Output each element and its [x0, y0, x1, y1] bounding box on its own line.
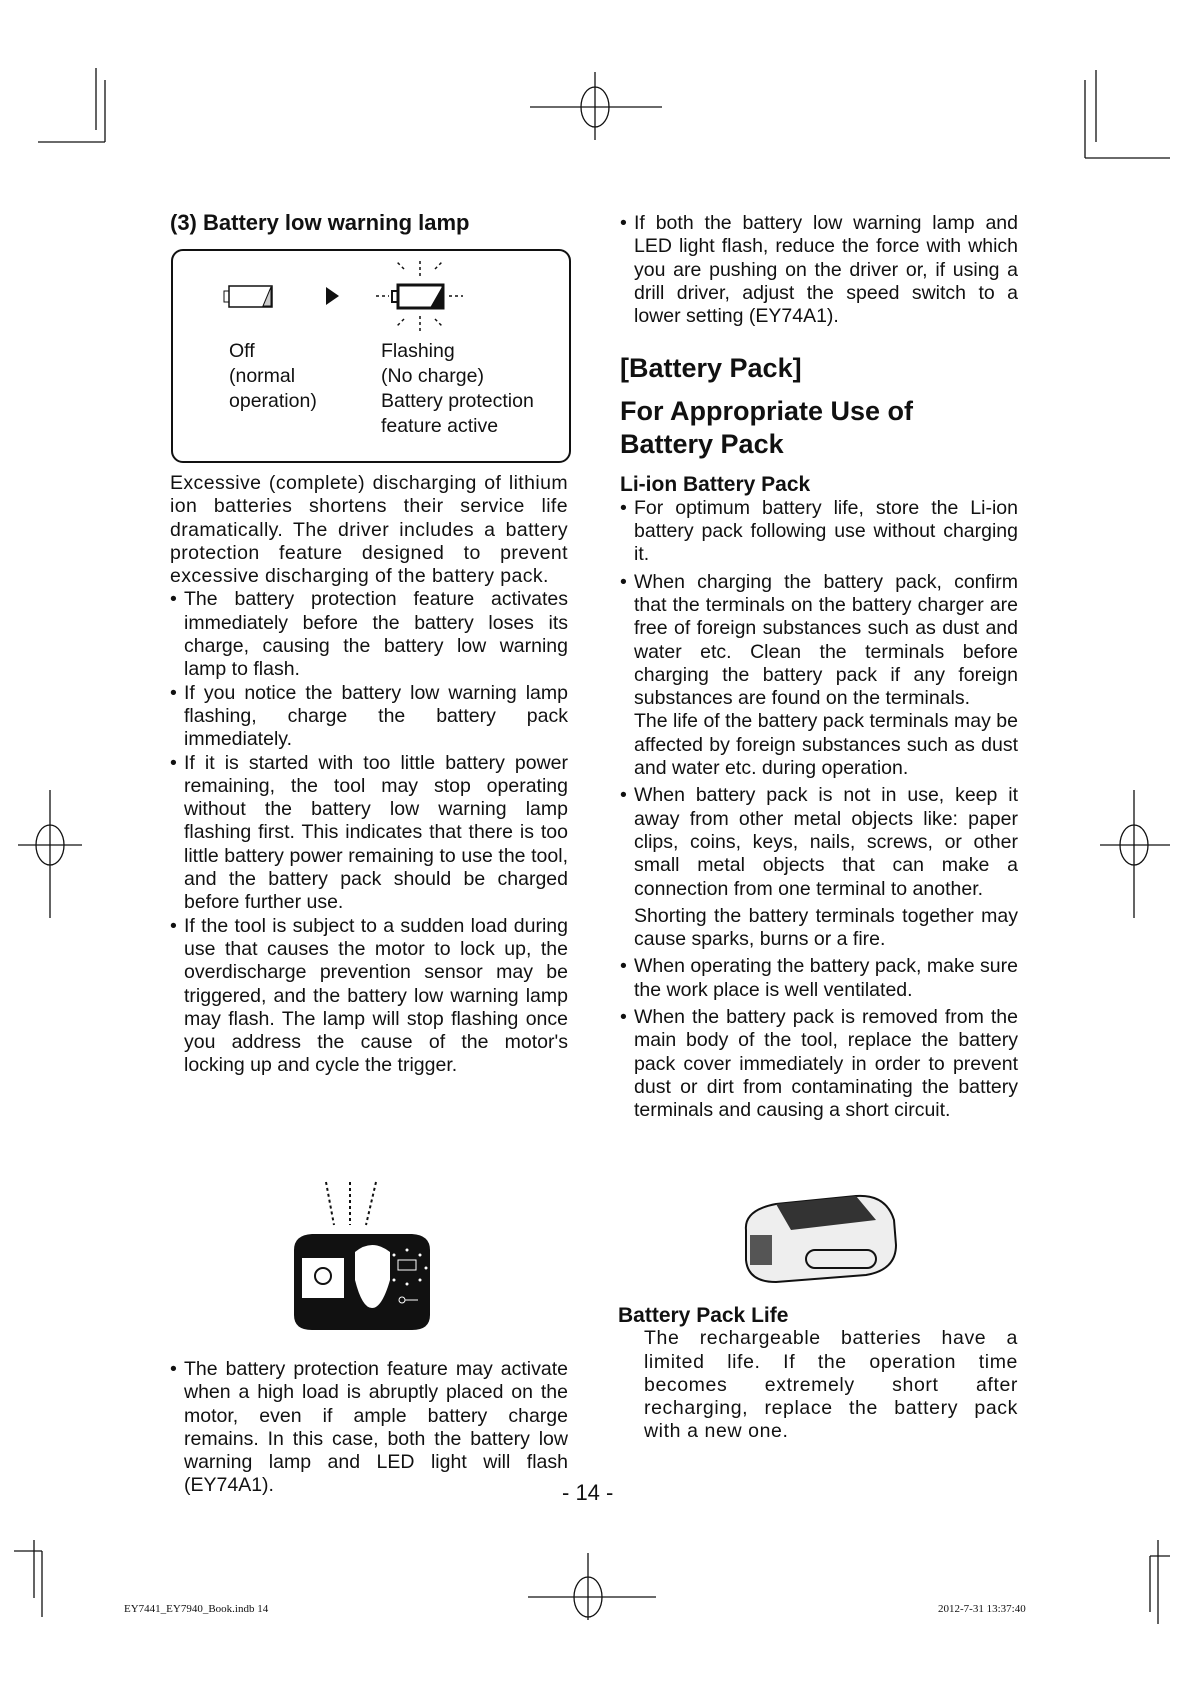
off-label-line: operation) — [229, 390, 317, 412]
left-column-text — [170, 472, 568, 1078]
flashing-label-line: feature active — [381, 415, 499, 437]
off-label-line: (normal — [229, 365, 296, 387]
bullet: • If it is started with too little battery power remaining, the tool may stop operating without the battery low warning lamp flashing first. This indicates that there is too little battery power remaining to use the tool, and the battery pack should be charged before further use. — [170, 752, 568, 915]
bullet: • When charging the battery pack, confirm that the terminals on the battery charger are free of foreign substances such as dust and water etc. Clean the terminals before charging the battery pack if any foreign substances are found on the terminals. — [620, 571, 1018, 711]
battery-pack-illustration — [736, 1190, 906, 1285]
flashing-label — [381, 339, 534, 439]
bullet: • The battery protection feature activates immediately before the battery loses its charge, causing the battery low warning lamp to flash. — [170, 588, 568, 681]
liion-title: Li-ion Battery Pack — [620, 473, 811, 497]
life-title: Battery Pack Life — [618, 1304, 789, 1327]
lamp-diagram-box — [171, 249, 571, 463]
battery-lamp-icons — [221, 261, 521, 331]
intro-paragraph: Excessive (complete) discharging of lithium ion batteries shortens their service life dramatically. The driver includes a battery protection feature designed to prevent excessive discharging of the battery pack. — [170, 472, 568, 588]
battery-life-section — [618, 1304, 1018, 1444]
control-panel-illustration — [290, 1180, 450, 1340]
flashing-label-line: (No charge) — [381, 365, 484, 387]
subtitle-battery-pack: Battery Pack — [620, 429, 784, 460]
off-label-line: Off — [229, 340, 255, 362]
bullet-high-load: • The battery protection feature may activate when a high load is abruptly placed on the motor, even if ample battery charge remains. In this case, both the battery low warning lamp and LED light will flash (EY74A1). — [170, 1358, 568, 1498]
footer-timestamp: 2012-7-31 13:37:40 — [938, 1603, 1026, 1615]
battery-empty-icon — [224, 286, 272, 307]
bullet-note: Shorting the battery terminals together may cause sparks, burns or a fire. — [634, 904, 1018, 951]
section-title-battery-pack: [Battery Pack] — [620, 353, 802, 384]
section-title-battery-low-warning-lamp: (3) Battery low warning lamp — [170, 210, 470, 235]
bullet: • When battery pack is not in use, keep it away from other metal objects like: paper clips, coins, keys, nails, screws, or other small metal objects that can make a connection from one terminal to another. — [620, 784, 1018, 900]
arrow-right-icon — [326, 287, 339, 305]
right-column-text — [620, 212, 1018, 1123]
life-text: The rechargeable batteries have a limited life. If the operation time becomes extremely short after recharging, replace the battery pack with a new one. — [644, 1327, 1018, 1443]
battery-flashing-icon — [376, 261, 463, 331]
flashing-label-line: Flashing — [381, 340, 455, 362]
bullet: • If the tool is subject to a sudden load during use that causes the motor to lock up, the overdischarge prevention sensor may be triggered, and the battery low warning lamp may flash. The lamp will stop flashing once you address the cause of the motor's locking up and cycle the trigger. — [170, 915, 568, 1078]
subtitle-appropriate-use: For Appropriate Use of — [620, 396, 914, 427]
bullet: • If you notice the battery low warning lamp flashing, charge the battery pack immediately. — [170, 682, 568, 752]
footer-file: EY7441_EY7940_Book.indb 14 — [124, 1603, 269, 1615]
bullet: • When operating the battery pack, make sure the work place is well ventilated. — [620, 955, 1018, 1002]
bullet-note: The life of the battery pack terminals may be affected by foreign substances such as dust and water etc. during operation. — [634, 710, 1018, 780]
off-label — [229, 339, 317, 414]
page-number: - 14 - — [562, 1480, 614, 1505]
bullet: • For optimum battery life, store the Li-ion battery pack following use without charging it. — [620, 497, 1018, 567]
bullet: • If both the battery low warning lamp and LED light flash, reduce the force with which you are pushing on the driver or, if using a drill driver, adjust the speed switch to a lower setting (EY74A1). — [620, 212, 1018, 328]
light-bulb-icon — [302, 1258, 344, 1298]
flashing-label-line: Battery protection — [381, 390, 534, 412]
bullet: • When the battery pack is removed from the main body of the tool, replace the battery pack cover immediately in order to prevent dust or dirt from contaminating the battery terminals and causing a short circuit. — [620, 1006, 1018, 1122]
